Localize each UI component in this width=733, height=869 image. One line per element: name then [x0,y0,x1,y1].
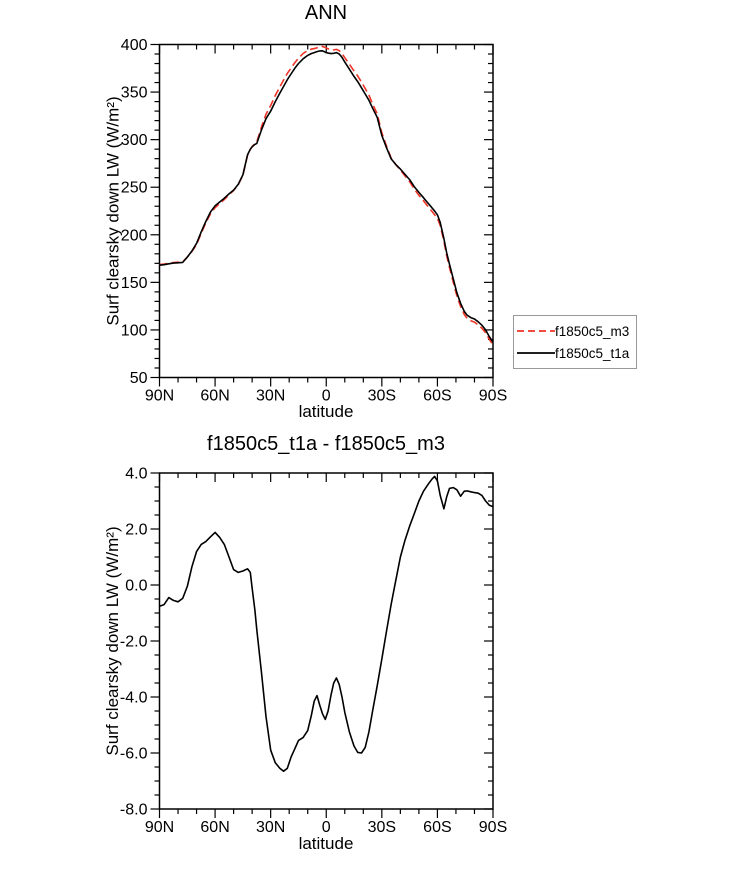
x-tick-label: 0 [321,387,331,405]
x-tick-label: 30N [255,387,286,405]
x-tick-label: 90N [144,819,175,836]
y-tick-label: 150 [120,274,148,292]
bottom-panel-title: f1850c5_t1a - f1850c5_m3 [207,433,445,455]
top-panel-x-axis-label: latitude [298,402,354,421]
series-f1850c5_t1a [160,51,494,343]
y-tick-label: 4.0 [125,465,148,483]
y-tick-label: 400 [120,37,148,54]
y-tick-label: 200 [120,227,148,245]
legend-label-m3: f1850c5_m3 [555,323,630,339]
x-tick-label: 30N [255,819,286,836]
bottom-panel-plot-area [120,466,507,837]
y-tick-label: -2.0 [119,633,148,651]
legend [513,315,637,369]
legend-label-t1a: f1850c5_t1a [555,345,630,361]
plot-frame [160,45,494,378]
bottom-panel-x-axis-label: latitude [298,834,354,853]
y-tick-label: 0.0 [125,577,148,595]
x-tick-label: 60S [423,819,452,836]
y-tick-label: -6.0 [119,745,148,763]
top-panel-y-axis-label: Surf clearsky down LW (W/m²) [103,96,123,326]
bottom-panel-y-axis-label: Surf clearsky down LW (W/m²) [103,526,122,756]
legend-dashed-line-icon [517,326,555,336]
y-tick-label: 100 [120,322,148,340]
y-tick-label: 350 [120,84,148,102]
legend-entry-t1a [517,343,636,363]
y-tick-label: -8.0 [119,801,148,819]
y-tick-label: 300 [120,132,148,150]
x-tick-label: 0 [321,819,331,836]
x-tick-label: 60S [423,387,452,405]
x-tick-label: 30S [367,819,397,836]
x-tick-label: 90S [478,819,508,836]
x-tick-label: 90N [144,387,175,405]
legend-solid-line-icon [517,348,555,358]
x-tick-label: 90S [478,387,508,405]
y-tick-label: 50 [129,370,148,387]
series-f1850c5_t1a - f1850c5_m3 [160,476,494,771]
top-panel-title: ANN [304,2,348,24]
legend-entry-m3 [517,321,636,341]
y-tick-label: 250 [120,179,148,197]
top-panel-plot-area [121,37,507,405]
x-tick-label: 30S [367,387,397,405]
y-tick-label: -4.0 [119,689,148,707]
series-f1850c5_m3 [160,46,494,345]
plot-frame [160,473,494,809]
x-tick-label: 60N [200,819,230,836]
y-tick-label: 2.0 [125,521,148,539]
x-tick-label: 60N [200,387,230,405]
